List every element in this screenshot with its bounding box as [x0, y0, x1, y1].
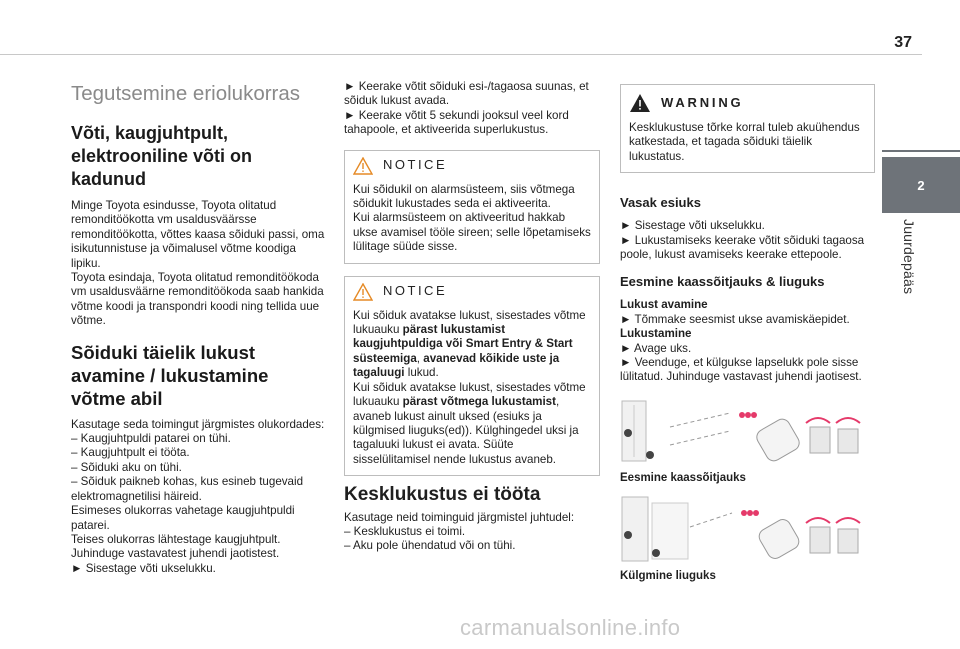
- notice-triangle-icon: [353, 283, 373, 301]
- list-item: – Kaugjuhtpuldi patarei on tühi.: [71, 432, 231, 446]
- caption-passenger-door: Eesmine kaassõitjauks: [620, 471, 746, 484]
- column-3: [620, 80, 875, 594]
- heading-key-unlock: Sõiduki täielik lukust avamine / lukustamine võtme abil: [71, 341, 269, 409]
- chapter-tab[interactable]: 2: [882, 157, 960, 213]
- heading-passenger-door: Eesmine kaassõitjauks & liuguks: [620, 274, 825, 290]
- column-2: [344, 80, 600, 554]
- paragraph: Teises olukorras lähtestage kaugjuhtpult.: [71, 532, 281, 546]
- subheading-unlock: Lukust avamine: [620, 298, 708, 312]
- notice-header: [353, 151, 591, 183]
- step: ► Sisestage võti ukselukku.: [620, 219, 765, 233]
- paragraph: Kasutage neid toiminguid järgmistel juhtudel:: [344, 510, 575, 524]
- paragraph: Minge Toyota esindusse, Toyota olitatud remonditöökotta vm usaldusväärsse remonditöökotta, võttes kaasa sõiduki passi, oma isikutunnistuse ja võimalusel võtme koodiga lipiku.: [71, 199, 325, 270]
- notice-text: Kui alarmsüsteem on aktiveeritud hakkab ukse avamisel tööle sireen; selle lõpetamiseks lülitage süüde sisse.: [353, 211, 591, 254]
- illustration-sliding-door: [620, 495, 868, 565]
- notice-label: NOTICE: [383, 157, 448, 173]
- notice-text: Kui sõiduk avatakse lukust, sisestades võtme lukuauku pärast võtmega lukustamist, avaneb lukust ainult uksed (esiuks ja külgmised liuguks(ed)). Külghingedel uksi ja tagaluuki lukust ei avata. Süüte sisselülitamisel nende lukustus avaneb.: [353, 380, 586, 466]
- notice-header: [353, 277, 591, 309]
- header-rule: [0, 54, 922, 55]
- paragraph: Esimeses olukorras vahetage kaugjuhtpuldi patarei.: [71, 504, 295, 532]
- step: ► Avage uks.: [620, 341, 692, 355]
- list-item: – Kesklukustus ei toimi.: [344, 524, 466, 538]
- list-item: – Sõiduki aku on tühi.: [71, 460, 182, 474]
- list-item: – Aku pole ühendatud või on tühi.: [344, 539, 516, 553]
- chapter-title: Juurdepääs: [901, 219, 917, 295]
- illustration-passenger-door: [620, 397, 868, 467]
- step: ► Lukustamiseks keerake võtit sõiduki tagaosa poole, lukust avamiseks keerake ettepoole.: [620, 233, 865, 262]
- step: ► Veenduge, et külgukse lapselukk pole sisse lülitatud. Juhinduge vastavast juhendi jaotisest.: [620, 356, 862, 384]
- paragraph: Kasutage seda toimingut järgmistes olukordades:: [71, 417, 325, 431]
- notice-box: [344, 150, 600, 264]
- notice-text: Kui sõidukil on alarmsüsteem, siis võtmega sõidukit lukustades seda ei aktiveerita.: [353, 182, 575, 211]
- heading-left-front-door: Vasak esiuks: [620, 195, 701, 211]
- warning-triangle-icon: [629, 93, 651, 113]
- notice-triangle-icon: [353, 157, 373, 175]
- notice-text: Kui sõiduk avatakse lukust, sisestades võtme lukuauku pärast lukustamist kaugjuhtpuldiga või Smart Entry & Start süsteemiga, avanevad kõikide uste ja tagaluugi lukud.: [353, 308, 586, 380]
- caption-sliding-door: Külgmine liuguks: [620, 570, 716, 583]
- heading-central-locking: Kesklukustus ei tööta: [344, 484, 541, 506]
- warning-header: [629, 85, 866, 121]
- step: ► Sisestage võti ukselukku.: [71, 561, 216, 575]
- list-item: – Kaugjuhtpult ei tööta.: [71, 446, 190, 460]
- paragraph: Toyota esindaja, Toyota olitatud remonditöökoda vm usaldusväärne remonditöökoda saab hankida võtme koodi ja transpondri koodi ning tellida uue võtme.: [71, 271, 324, 328]
- notice-label: NOTICE: [383, 283, 448, 299]
- step: ► Keerake võtit sõiduki esi-/tagaosa suunas, et sõiduk lukust avada.: [344, 80, 589, 108]
- list-item: – Sõiduk paikneb kohas, kus esineb tugevaid elektromagnetilisi häireid.: [71, 475, 304, 503]
- section-title: Tegutsemine eriolukorras: [71, 82, 301, 105]
- step: ► Tõmmake seesmist ukse avamiskäepidet.: [620, 312, 850, 326]
- step: ► Keerake võtit 5 sekundi jooksul veel kord tahapoole, et aktiveerida superlukustus.: [344, 108, 569, 137]
- warning-box: [620, 84, 875, 173]
- paragraph: Juhinduge vastavatest juhendi jaotistest.: [71, 547, 280, 561]
- warning-text: Kesklukustuse tõrke korral tuleb akuühendus katkestada, et tagada sõiduki täielik lukustatus.: [629, 121, 860, 163]
- page-number: 37: [894, 34, 912, 51]
- notice-box: [344, 276, 600, 476]
- warning-label: WARNING: [661, 94, 744, 110]
- watermark: carmanualsonline.info: [460, 615, 681, 640]
- subheading-lock: Lukustamine: [620, 327, 692, 341]
- heading-key-lost: Võti, kaugjuhtpult, elektrooniline võti on kadunud: [71, 123, 253, 189]
- column-1: [71, 80, 326, 576]
- side-tab-rule: [882, 150, 960, 152]
